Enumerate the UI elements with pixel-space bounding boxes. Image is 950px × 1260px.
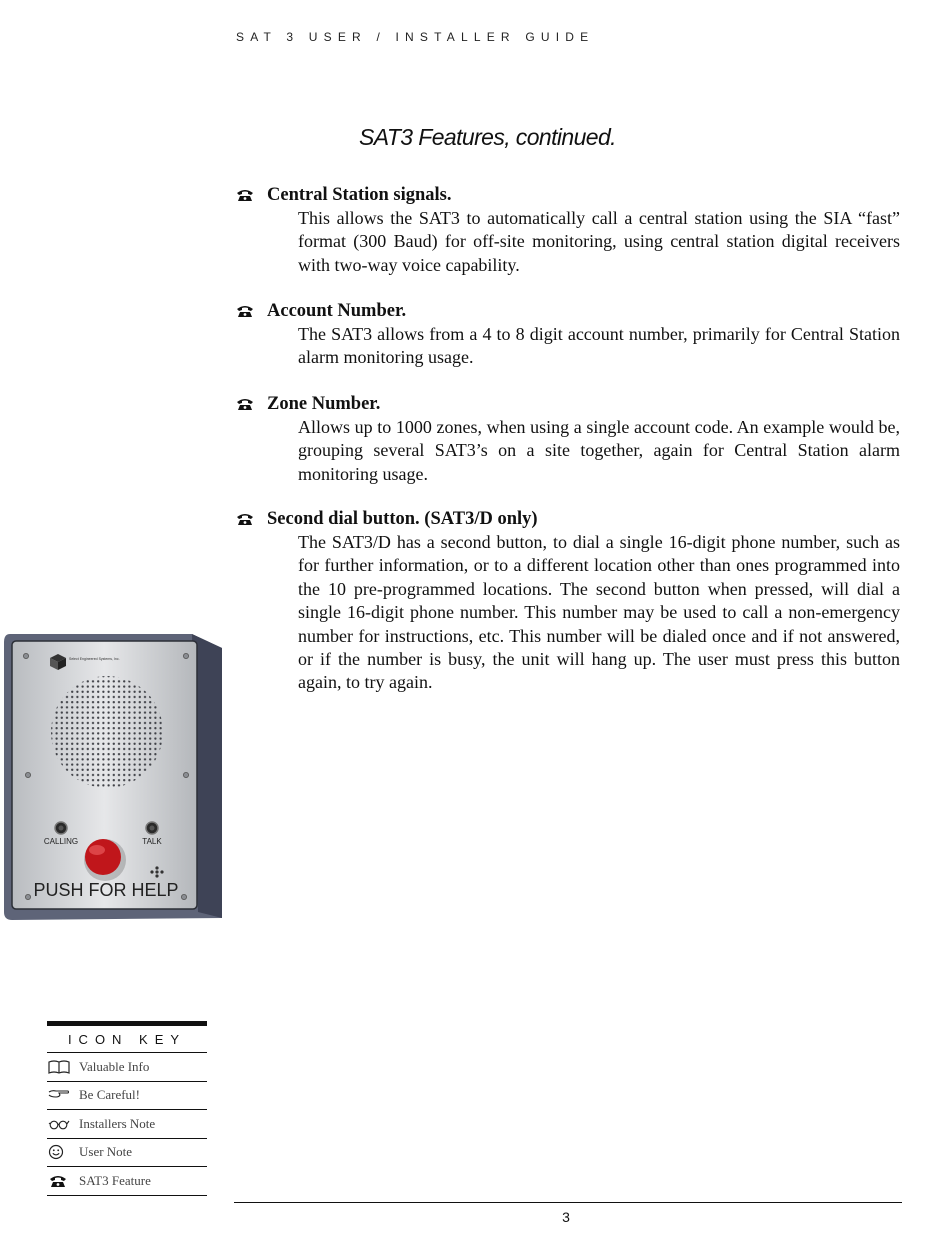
telephone-icon	[236, 304, 254, 318]
feature-account-number	[236, 299, 900, 370]
feature-zone-number	[236, 392, 900, 486]
running-header: SAT 3 USER / INSTALLER GUIDE	[236, 30, 595, 44]
feature-body: The SAT3/D has a second button, to dial a single 16-digit phone number, such as for further information, or to a different location other than ones programmed into the 10 pre-programmed locations. The second button when pressed, will dial a single 16-digit phone number. This number may be used to call a non-emergency number for instructions, etc. This number will be dialed once and if not answered, or if the number is busy, the unit will hang up. The user must press this button again, to try again.	[298, 532, 900, 693]
svg-text:Select Engineered Systems, Inc: Select Engineered Systems, Inc.	[69, 657, 120, 661]
feature-heading: Account Number.	[267, 300, 407, 321]
icon-key	[47, 1021, 207, 1196]
feature-body: This allows the SAT3 to automatically call a central station using the SIA “fast” format (300 Baud) for off-site monitoring, using central station digital receivers with two-way voice capability.	[298, 208, 900, 275]
icon-key-label: User Note	[79, 1144, 133, 1160]
svg-text:PUSH FOR HELP: PUSH FOR HELP	[33, 880, 179, 900]
icon-key-row-installers-note	[47, 1110, 207, 1139]
icon-key-title: ICON KEY	[47, 1026, 207, 1053]
page-number: 3	[562, 1209, 570, 1225]
icon-key-label: Installers Note	[79, 1115, 156, 1131]
icon-key-label: Be Careful!	[79, 1087, 141, 1103]
svg-text:CALLING: CALLING	[43, 837, 79, 846]
telephone-icon	[236, 397, 254, 411]
pointing-hand-icon	[48, 1087, 70, 1103]
icon-key-row-be-careful	[47, 1082, 207, 1111]
smiley-icon	[48, 1144, 70, 1160]
feature-heading: Zone Number.	[267, 393, 381, 414]
emergency-phone-device-image	[2, 632, 224, 922]
telephone-icon	[236, 512, 254, 526]
icon-key-row-sat3-feature	[47, 1167, 207, 1196]
icon-key-label: Valuable Info	[79, 1058, 150, 1074]
feature-heading: Central Station signals.	[267, 184, 452, 205]
book-icon	[48, 1059, 70, 1075]
telephone-icon	[48, 1173, 70, 1189]
svg-text:TALK: TALK	[142, 837, 162, 846]
feature-heading: Second dial button. (SAT3/D only)	[267, 508, 538, 529]
icon-key-label: SAT3 Feature	[79, 1172, 151, 1188]
feature-body: Allows up to 1000 zones, when using a single account code. An example would be, grouping several SAT3’s on a site together, again for Central Station alarm monitoring usage.	[298, 417, 900, 484]
eyeglasses-icon	[48, 1116, 70, 1132]
page-title: SAT3 Features, continued.	[359, 124, 616, 150]
icon-key-row-valuable-info	[47, 1053, 207, 1082]
feature-second-dial-button	[236, 507, 900, 695]
footer-rule	[234, 1202, 902, 1203]
telephone-icon	[236, 188, 254, 202]
feature-body: The SAT3 allows from a 4 to 8 digit account number, primarily for Central Station alarm monitoring usage.	[298, 324, 900, 368]
icon-key-row-user-note	[47, 1139, 207, 1168]
feature-central-station	[236, 183, 900, 277]
